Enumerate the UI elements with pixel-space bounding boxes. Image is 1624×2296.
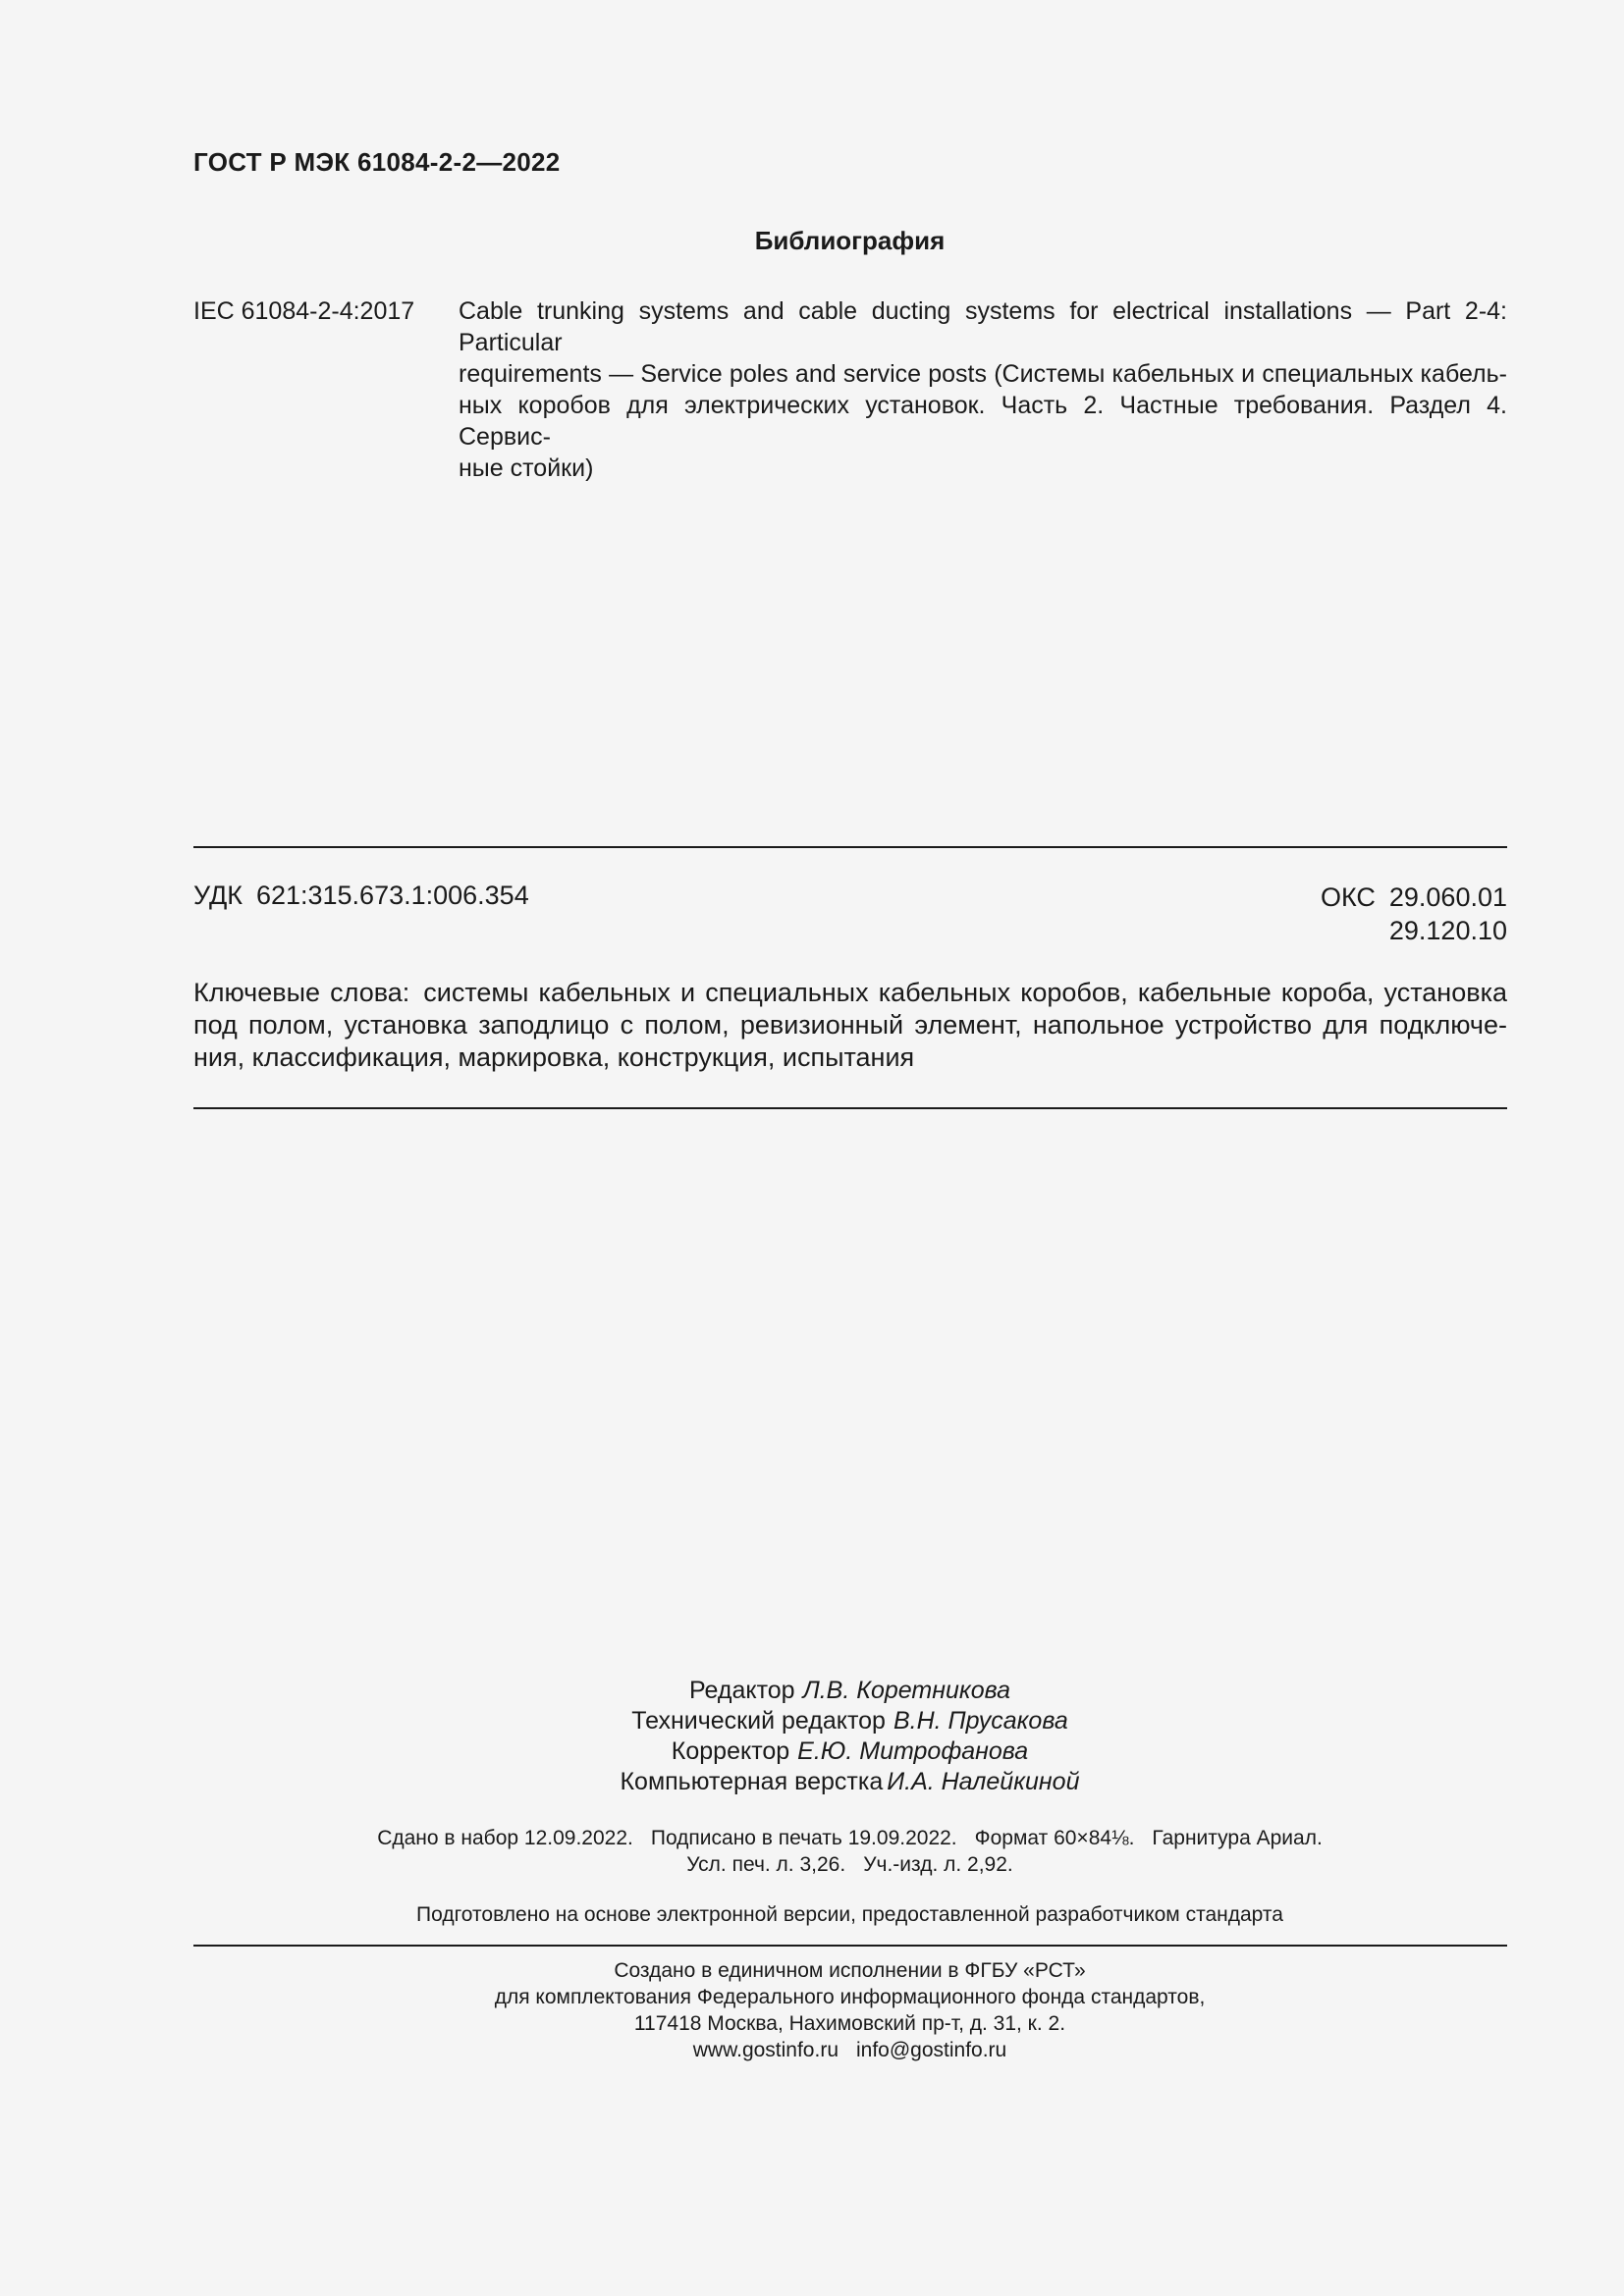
publisher-info — [0, 1957, 1624, 2063]
website-link[interactable]: www.gostinfo.ru — [692, 2039, 839, 2061]
print-typeface: Гарнитура Ариал. — [1152, 1827, 1323, 1849]
bibliography-desc-line: Cable trunking systems and cable ducting systems for electrical installations — Part 2-4: Particular — [459, 297, 1507, 356]
publisher-line: 117418 Москва, Нахимовский пр-т, д. 31, к. 2. — [633, 2012, 1066, 2035]
keywords-label: Ключевые слова: — [193, 978, 410, 1007]
bibliography-desc-line: ных коробов для электрических установок. Часть 2. Частные требования. Раздел 4. Сервис- — [459, 392, 1507, 451]
credit-role: Редактор — [688, 1677, 795, 1704]
publication-sheets: Уч.-изд. л. 2,92. — [863, 1853, 1013, 1876]
print-signed: Подписано в печать 19.09.2022. — [650, 1827, 957, 1849]
credit-name: Л.В. Коретникова — [802, 1677, 1011, 1704]
bibliography-title: Библиография — [754, 226, 946, 255]
credits-block — [0, 1676, 1624, 1797]
oks-label: ОКС — [1320, 882, 1376, 912]
email-link[interactable]: info@gostinfo.ru — [856, 2039, 1007, 2061]
print-submitted: Сдано в набор 12.09.2022. — [377, 1827, 633, 1849]
credit-role: Технический редактор — [631, 1707, 886, 1735]
credit-name: И.А. Налейкиной — [887, 1768, 1080, 1795]
credit-line — [0, 1676, 1624, 1706]
credit-role: Корректор — [671, 1737, 790, 1765]
udk-code — [193, 881, 529, 911]
print-info — [0, 1825, 1624, 1878]
oks-code — [1321, 881, 1507, 947]
publisher-contacts — [0, 2037, 1624, 2063]
divider-bottom — [193, 1945, 1507, 1947]
bibliography-desc-line: requirements — Service poles and service posts (Системы кабельных и специальных кабель- — [459, 360, 1507, 388]
print-info-line — [0, 1851, 1624, 1878]
udk-value: 621:315.673.1:006.354 — [255, 881, 529, 910]
credit-name: Е.Ю. Митрофанова — [797, 1737, 1029, 1765]
divider-middle — [193, 1107, 1507, 1109]
print-info-line — [0, 1825, 1624, 1851]
keywords-text: системы кабельных и специальных кабельных коробов, кабельные короба, установка под полом, установка заподлицо с полом, ревизионный элемент, напольное устройство для подключе-ния, классификация, маркировка, конструкция, испытания — [193, 978, 1507, 1072]
bibliography-ref: IEC 61084-2-4:2017 — [193, 297, 415, 325]
oks-value: 29.060.01 — [1388, 882, 1507, 912]
print-sheets: Усл. печ. л. 3,26. — [686, 1853, 846, 1876]
credit-line — [0, 1736, 1624, 1767]
standard-code-header: ГОСТ Р МЭК 61084-2-2—2022 — [193, 147, 561, 177]
credit-line — [0, 1767, 1624, 1797]
oks-value: 29.120.10 — [1388, 916, 1507, 945]
bibliography-description — [459, 295, 1507, 484]
credit-line — [0, 1706, 1624, 1736]
publisher-line: для комплектования Федерального информационного фонда стандартов, — [494, 1986, 1206, 2008]
credit-role: Компьютерная верстка — [620, 1768, 884, 1795]
print-format: Формат 60×84⅛. — [974, 1827, 1135, 1849]
prepared-note: Подготовлено на основе электронной версии, предоставленной разработчиком стандарта — [416, 1903, 1283, 1926]
credit-name: В.Н. Прусакова — [893, 1707, 1068, 1735]
publisher-line: Создано в единичном исполнении в ФГБУ «РСТ» — [614, 1959, 1086, 1982]
divider-top — [193, 846, 1507, 848]
keywords-block — [193, 977, 1507, 1074]
udk-label: УДК — [193, 881, 243, 910]
bibliography-desc-line: ные стойки) — [459, 454, 594, 482]
